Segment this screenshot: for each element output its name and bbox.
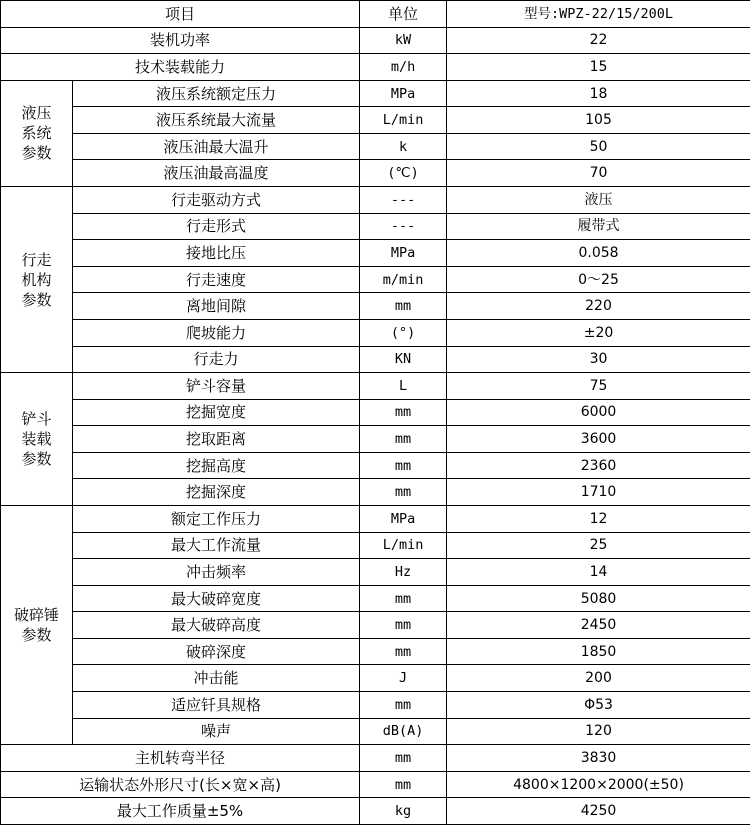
param-name: 行走速度 [73,266,360,293]
param-value: 2450 [447,612,750,639]
param-unit: mm [360,692,447,719]
table-row [1,399,750,426]
param-unit: mm [360,452,447,479]
param-value: 105 [447,107,750,134]
param-value: 30 [447,346,750,373]
param-value: 25 [447,532,750,559]
param-unit: L/min [360,107,447,134]
table-row [1,638,750,665]
param-value: 2360 [447,452,750,479]
param-unit: m/h [360,54,447,81]
param-value: 3600 [447,426,750,453]
param-unit: kg [360,798,447,825]
table-row [1,771,750,798]
table-row [1,798,750,825]
header-unit: 单位 [360,1,447,28]
spec-table-body [1,1,750,825]
param-name: 行走力 [73,346,360,373]
table-row [1,585,750,612]
param-name: 最大工作流量 [73,532,360,559]
table-row [1,745,750,772]
param-name: 铲斗容量 [73,373,360,400]
table-row [1,319,750,346]
table-row [1,187,750,214]
param-name: 主机转弯半径 [1,745,360,772]
param-unit: mm [360,612,447,639]
param-unit: mm [360,638,447,665]
table-row [1,293,750,320]
table-row [1,133,750,160]
param-value: 50 [447,133,750,160]
header-model: 型号:WPZ-22/15/200L [447,1,750,28]
param-value: 220 [447,293,750,320]
param-name: 接地比压 [73,240,360,267]
param-unit: L/min [360,532,447,559]
param-value: Φ53 [447,692,750,719]
param-name: 噪声 [73,718,360,745]
param-name: 爬坡能力 [73,319,360,346]
param-value: 液压 [447,187,750,214]
param-name: 适应钎具规格 [73,692,360,719]
param-unit: mm [360,479,447,506]
param-unit: J [360,665,447,692]
param-name: 运输状态外形尺寸(长×宽×高) [1,771,360,798]
param-name: 液压油最高温度 [73,160,360,187]
param-value: 0.058 [447,240,750,267]
table-row [1,665,750,692]
param-name: 最大破碎高度 [73,612,360,639]
table-row [1,532,750,559]
group-label: 行走 机构 参数 [1,187,73,373]
table-row [1,479,750,506]
param-name: 挖掘深度 [73,479,360,506]
param-name: 冲击能 [73,665,360,692]
param-value: ±20 [447,319,750,346]
param-value: 22 [447,27,750,54]
param-name: 挖取距离 [73,426,360,453]
param-unit: MPa [360,505,447,532]
param-unit: --- [360,213,447,240]
param-name: 液压油最大温升 [73,133,360,160]
table-row [1,160,750,187]
param-value: 4250 [447,798,750,825]
param-unit: L [360,373,447,400]
group-label: 液压 系统 参数 [1,80,73,186]
param-value: 18 [447,80,750,107]
param-name: 冲击频率 [73,559,360,586]
table-row [1,559,750,586]
param-value: 5080 [447,585,750,612]
param-name: 额定工作压力 [73,505,360,532]
param-value: 履带式 [447,213,750,240]
param-name: 液压系统最大流量 [73,107,360,134]
param-unit: dB(A) [360,718,447,745]
param-value: 12 [447,505,750,532]
param-unit: Hz [360,559,447,586]
param-unit: m/min [360,266,447,293]
param-value: 4800×1200×2000(±50) [447,771,750,798]
param-value: 1850 [447,638,750,665]
param-name: 挖掘高度 [73,452,360,479]
param-name: 挖掘宽度 [73,399,360,426]
table-row [1,692,750,719]
param-value: 0～25 [447,266,750,293]
param-unit: kW [360,27,447,54]
table-row [1,213,750,240]
param-value: 15 [447,54,750,81]
param-unit: KN [360,346,447,373]
param-name: 破碎深度 [73,638,360,665]
param-unit: MPa [360,240,447,267]
param-unit: mm [360,771,447,798]
param-name: 离地间隙 [73,293,360,320]
param-unit: mm [360,745,447,772]
param-unit: mm [360,426,447,453]
param-name: 液压系统额定压力 [73,80,360,107]
table-row [1,505,750,532]
group-label: 铲斗 装载 参数 [1,373,73,506]
param-unit: mm [360,585,447,612]
param-name: 最大工作质量±5% [1,798,360,825]
param-unit: mm [360,399,447,426]
param-name: 最大破碎宽度 [73,585,360,612]
param-name: 行走驱动方式 [73,187,360,214]
table-row [1,612,750,639]
param-value: 75 [447,373,750,400]
table-row [1,54,750,81]
table-row [1,373,750,400]
table-row [1,240,750,267]
param-value: 120 [447,718,750,745]
param-value: 6000 [447,399,750,426]
header-item: 项目 [1,1,360,28]
param-name: 装机功率 [1,27,360,54]
param-value: 3830 [447,745,750,772]
table-row [1,452,750,479]
table-row [1,107,750,134]
table-row [1,80,750,107]
table-row [1,718,750,745]
param-unit: mm [360,293,447,320]
param-unit: MPa [360,80,447,107]
param-name: 行走形式 [73,213,360,240]
header-row [1,1,750,28]
table-row [1,266,750,293]
table-row [1,27,750,54]
table-row [1,426,750,453]
param-unit: (℃) [360,160,447,187]
group-label: 破碎锤 参数 [1,505,73,744]
param-value: 1710 [447,479,750,506]
param-value: 70 [447,160,750,187]
param-name: 技术装载能力 [1,54,360,81]
param-value: 14 [447,559,750,586]
table-row [1,346,750,373]
param-unit: --- [360,187,447,214]
param-unit: k [360,133,447,160]
param-value: 200 [447,665,750,692]
param-unit: (°) [360,319,447,346]
